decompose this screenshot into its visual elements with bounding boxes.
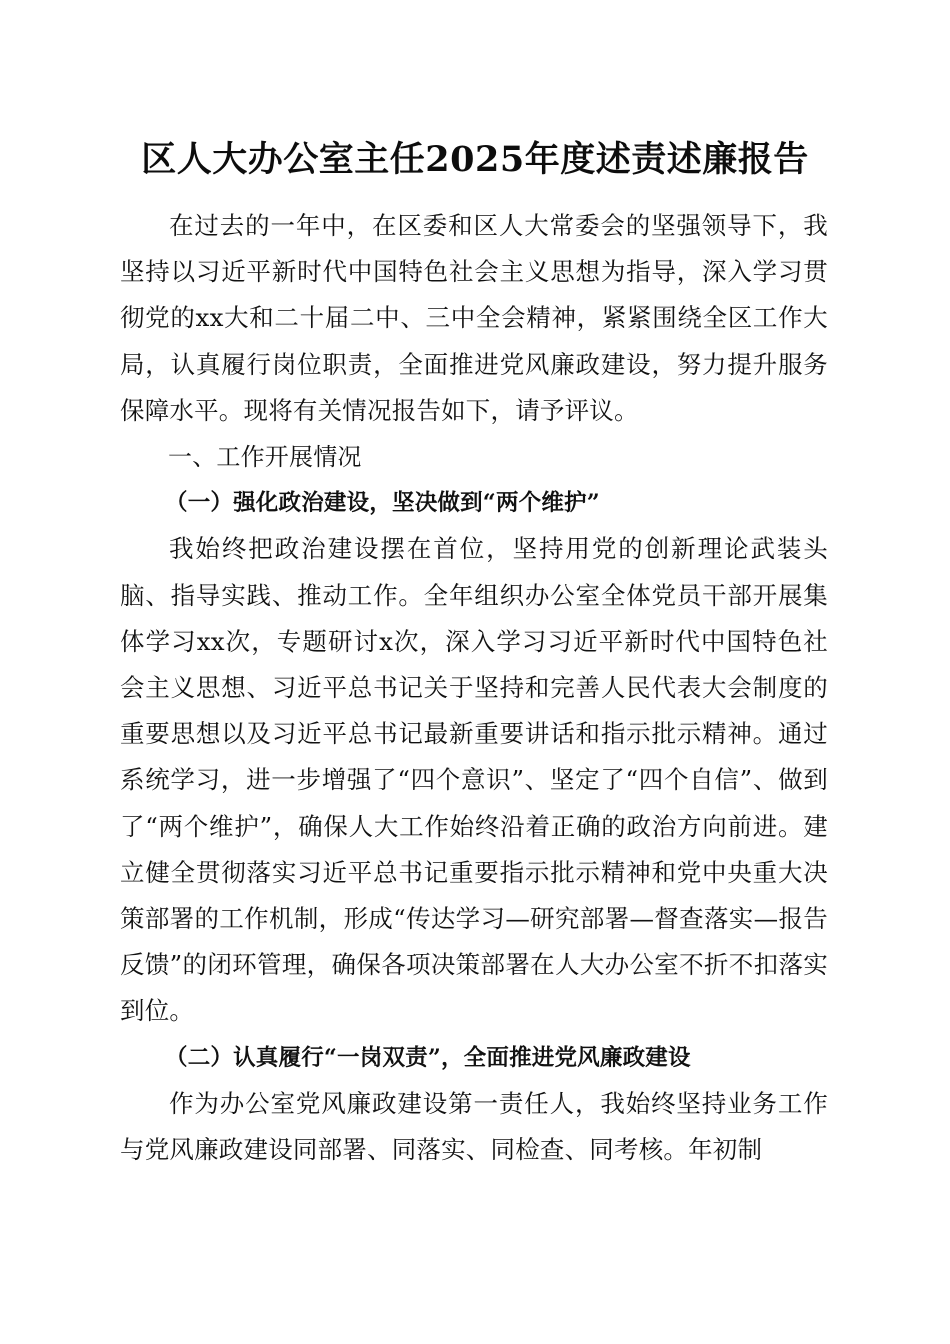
subsection-1-paragraph: 我始终把政治建设摆在首位，坚持用党的创新理论武装头脑、指导实践、推动工作。全年组织办公室全体党员干部开展集体学习xx次，专题研讨x次，深入学习习近平新时代中国特色社会主义思想、习近平总书记关于坚持和完善人民代表大会制度的重要思想以及习近平总书记最新重要讲话和指示批示精神。通过系统学习，进一步增强了“四个意识”、坚定了“四个自信”、做到了“两个维护”，确保人大工作始终沿着正确的政治方向前进。建立健全贯彻落实习近平总书记重要指示批示精神和党中央重大决策部署的工作机制，形成“传达学习—研究部署—督查落实—报告反馈”的闭环管理，确保各项决策部署在人大办公室不折不扣落实到位。: [120, 534, 828, 1026]
subsection-heading-1: （一）强化政治建设，坚决做到“两个维护”: [165, 490, 600, 517]
section-heading-1: 一、工作开展情况: [168, 443, 362, 472]
intro-paragraph: 在过去的一年中，在区委和区人大常委会的坚强领导下，我坚持以习近平新时代中国特色社会主义思想为指导，深入学习贯彻党的xx大和二十届二中、三中全会精神，紧紧围绕全区工作大局，认真履行岗位职责，全面推进党风廉政建设，努力提升服务保障水平。现将有关情况报告如下，请予评议。: [120, 211, 828, 425]
document-title: 区人大办公室主任2025年度述责述廉报告: [141, 139, 809, 180]
document-body: [120, 203, 828, 1173]
subsection-2-paragraph: 作为办公室党风廉政建设第一责任人，我始终坚持业务工作与党风廉政建设同部署、同落实、同检查、同考核。年初制: [120, 1088, 828, 1165]
subsection-heading-2: （二）认真履行“一岗双责”，全面推进党风廉政建设: [165, 1044, 691, 1071]
